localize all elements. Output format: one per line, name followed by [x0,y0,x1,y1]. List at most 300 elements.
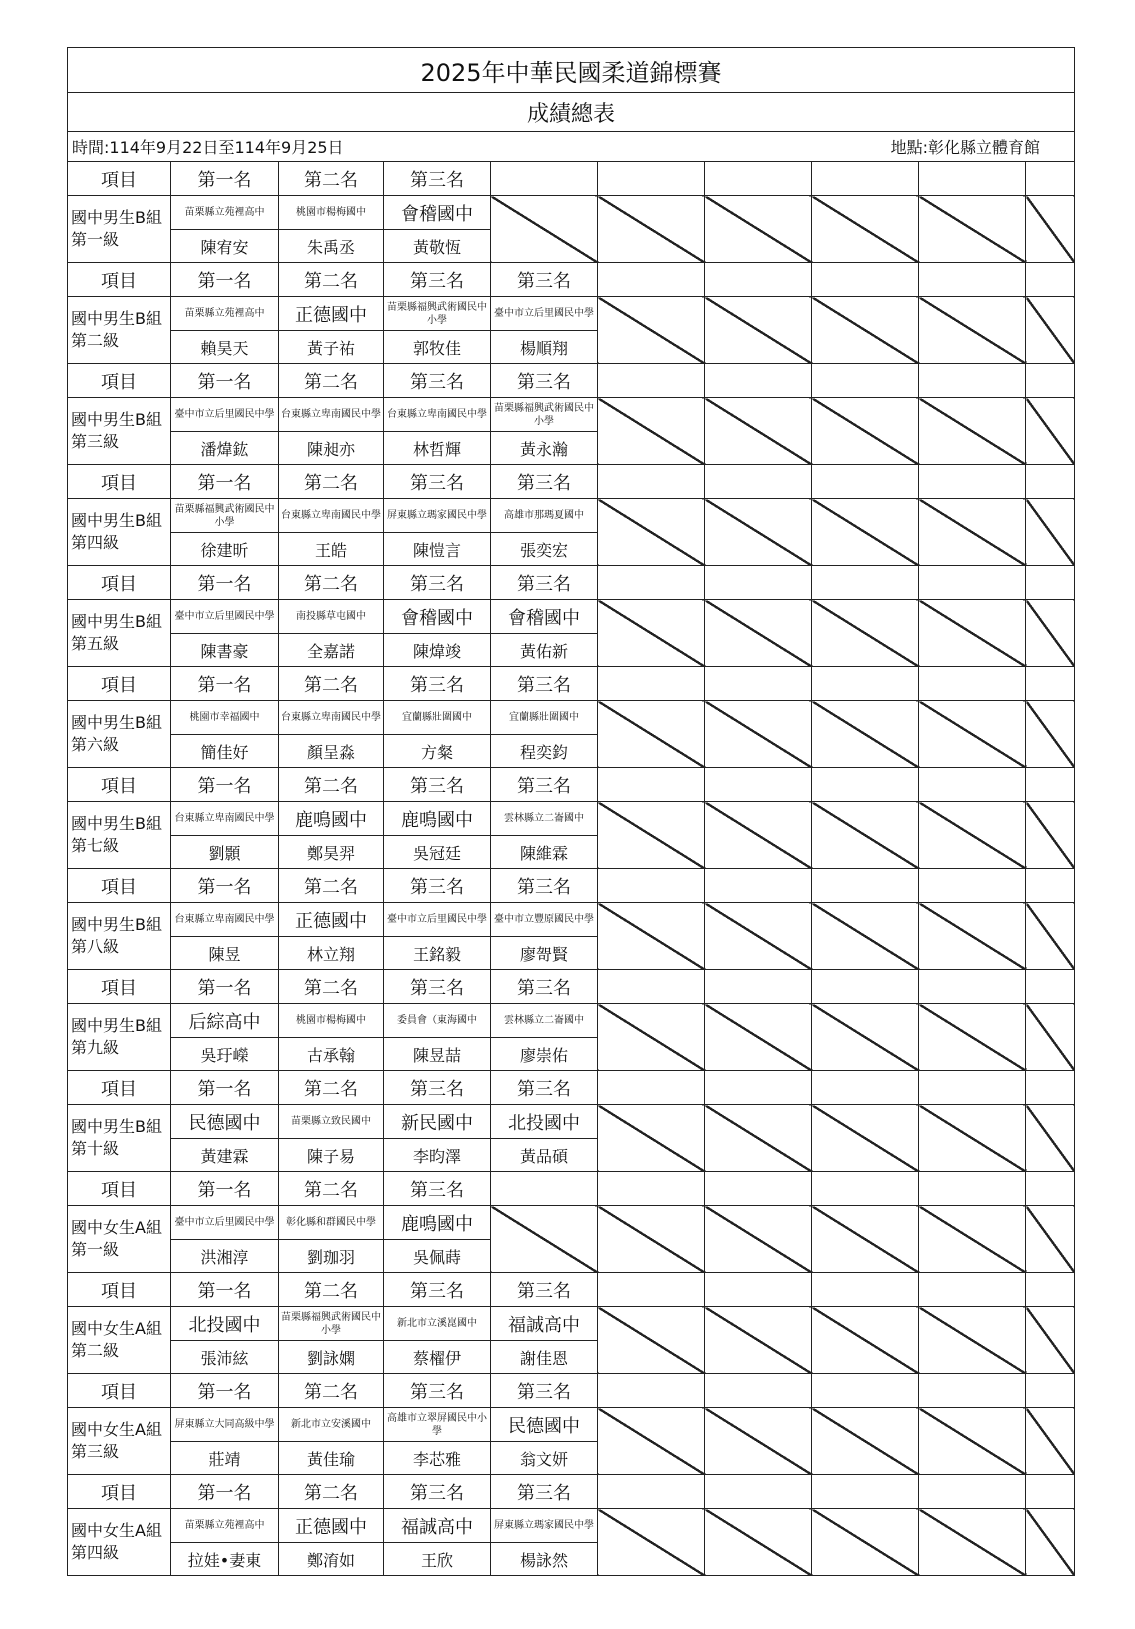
header-empty-cell [705,566,812,600]
header-empty-cell [919,364,1026,398]
school-cell: 臺中市立后里國民中學 [171,398,279,432]
diagonal-blank-cell [598,499,705,566]
diagonal-blank-cell [919,196,1026,263]
header-rank-label: 第二名 [279,1475,384,1509]
school-cell: 鹿鳴國中 [279,802,384,836]
header-rank-label: 第三名 [384,263,491,297]
header-empty-cell [919,667,1026,701]
header-empty-cell [919,1071,1026,1105]
school-cell: 屏東縣立大同高級中學 [171,1408,279,1442]
diagonal-blank-cell [598,600,705,667]
event-header-row [68,1273,1075,1307]
school-cell: 桃園市楊梅國中 [279,1004,384,1038]
diagonal-blank-cell [705,802,812,869]
header-rank-label: 第一名 [171,1374,279,1408]
athlete-name: 陳煒竣 [384,634,491,667]
header-empty-cell [919,869,1026,903]
header-item-label: 項目 [68,869,171,903]
school-row [68,802,1075,836]
diagonal-blank-cell [1026,196,1075,263]
school-cell: 高雄市那瑪夏國中 [491,499,598,533]
athlete-name: 陳書豪 [171,634,279,667]
event-category: 國中女生A組 第三級 [68,1408,171,1475]
diagonal-blank-cell [705,499,812,566]
header-rank-label: 第三名 [491,364,598,398]
school-cell: 民德國中 [491,1408,598,1442]
header-item-label: 項目 [68,970,171,1004]
diagonal-blank-cell [491,1206,598,1273]
school-row [68,1206,1075,1240]
athlete-name: 鄭淯如 [279,1543,384,1576]
school-cell: 宜蘭縣壯圍國中 [384,701,491,735]
event-header-row [68,768,1075,802]
header-empty-cell [705,1475,812,1509]
header-empty-cell [812,162,919,196]
header-empty-cell [598,1071,705,1105]
header-rank-label: 第一名 [171,364,279,398]
header-rank-label: 第一名 [171,263,279,297]
event-header-row [68,1374,1075,1408]
diagonal-blank-cell [812,1105,919,1172]
diagonal-blank-cell [598,1105,705,1172]
header-empty-cell [1026,1071,1075,1105]
event-category: 國中男生B組 第一級 [68,196,171,263]
athlete-name: 黃永瀚 [491,432,598,465]
header-empty-cell [812,1172,919,1206]
school-cell: 台東縣立卑南國民中學 [384,398,491,432]
header-rank-label: 第一名 [171,162,279,196]
diagonal-blank-cell [812,1408,919,1475]
header-item-label: 項目 [68,465,171,499]
athlete-name: 劉珈羽 [279,1240,384,1273]
header-rank-label: 第一名 [171,465,279,499]
header-rank-label: 第三名 [384,1172,491,1206]
athlete-name: 古承翰 [279,1038,384,1071]
header-item-label: 項目 [68,1475,171,1509]
school-cell: 臺中市立后里國民中學 [491,297,598,331]
header-rank-label: 第二名 [279,364,384,398]
header-empty-cell [812,465,919,499]
athlete-name: 王銘毅 [384,937,491,970]
event-header-row [68,1071,1075,1105]
athlete-name: 徐建昕 [171,533,279,566]
header-rank-label: 第三名 [491,1374,598,1408]
event-category: 國中男生B組 第六級 [68,701,171,768]
school-cell: 苗栗縣立苑裡高中 [171,1509,279,1543]
header-rank-label: 第三名 [384,768,491,802]
school-cell: 屏東縣立瑪家國民中學 [384,499,491,533]
school-cell: 苗栗縣立致民國中 [279,1105,384,1139]
event-category: 國中男生B組 第五級 [68,600,171,667]
diagonal-blank-cell [812,196,919,263]
school-cell: 台東縣立卑南國民中學 [279,499,384,533]
header-empty-cell [919,1374,1026,1408]
header-rank-label: 第三名 [491,465,598,499]
diagonal-blank-cell [812,1004,919,1071]
header-empty-cell [919,1172,1026,1206]
header-empty-cell [1026,1172,1075,1206]
athlete-name: 莊靖 [171,1442,279,1475]
athlete-name: 黃佳瑜 [279,1442,384,1475]
school-cell: 雲林縣立二崙國中 [491,802,598,836]
diagonal-blank-cell [812,1206,919,1273]
school-cell: 宜蘭縣壯圍國中 [491,701,598,735]
school-cell: 苗栗縣立苑裡高中 [171,196,279,230]
header-empty-cell [598,667,705,701]
header-empty-cell [812,970,919,1004]
header-rank-label: 第三名 [384,869,491,903]
athlete-name: 郭牧佳 [384,331,491,364]
header-rank-label: 第三名 [384,667,491,701]
athlete-name: 黃敬恆 [384,230,491,263]
header-item-label: 項目 [68,263,171,297]
header-rank-label: 第三名 [384,1071,491,1105]
athlete-name: 翁文妍 [491,1442,598,1475]
diagonal-blank-cell [919,903,1026,970]
header-empty-cell [705,1071,812,1105]
event-header-row [68,263,1075,297]
diagonal-blank-cell [705,1307,812,1374]
athlete-name: 蔡櫂伊 [384,1341,491,1374]
header-item-label: 項目 [68,162,171,196]
header-empty-cell [919,970,1026,1004]
athlete-name: 朱禹丞 [279,230,384,263]
school-cell: 雲林縣立二崙國中 [491,1004,598,1038]
venue: 地點:彰化縣立體育館 [890,138,1041,157]
school-cell: 桃園市楊梅國中 [279,196,384,230]
school-cell: 彰化縣和群國民中學 [279,1206,384,1240]
diagonal-blank-cell [705,903,812,970]
diagonal-blank-cell [705,1509,812,1576]
diagonal-blank-cell [1026,1105,1075,1172]
athlete-name: 黃建霖 [171,1139,279,1172]
header-empty-cell [705,465,812,499]
header-empty-cell [812,1071,919,1105]
school-cell: 台東縣立卑南國民中學 [279,398,384,432]
header-rank-label: 第二名 [279,566,384,600]
athlete-name: 洪湘淳 [171,1240,279,1273]
athlete-name: 顏呈淼 [279,735,384,768]
school-row [68,1105,1075,1139]
diagonal-blank-cell [919,1004,1026,1071]
diagonal-blank-cell [812,1509,919,1576]
header-empty-cell [598,162,705,196]
school-cell: 會稽國中 [491,600,598,634]
header-empty-cell [1026,667,1075,701]
diagonal-blank-cell [1026,1408,1075,1475]
athlete-name: 李昀澤 [384,1139,491,1172]
diagonal-blank-cell [919,297,1026,364]
header-rank-label: 第三名 [384,364,491,398]
event-header-row [68,1172,1075,1206]
header-empty-cell [1026,1475,1075,1509]
header-empty-cell [491,162,598,196]
header-empty-cell [491,1172,598,1206]
header-empty-cell [598,364,705,398]
header-empty-cell [705,364,812,398]
header-empty-cell [1026,364,1075,398]
event-category: 國中男生B組 第三級 [68,398,171,465]
diagonal-blank-cell [812,701,919,768]
school-cell: 后綜高中 [171,1004,279,1038]
school-cell: 臺中市立后里國民中學 [171,600,279,634]
header-empty-cell [598,970,705,1004]
header-rank-label: 第一名 [171,1071,279,1105]
diagonal-blank-cell [919,1509,1026,1576]
header-rank-label: 第二名 [279,970,384,1004]
diagonal-blank-cell [1026,1307,1075,1374]
header-empty-cell [919,1273,1026,1307]
athlete-name: 張沛絃 [171,1341,279,1374]
event-category: 國中女生A組 第四級 [68,1509,171,1576]
diagonal-blank-cell [598,398,705,465]
event-header-row [68,1475,1075,1509]
diagonal-blank-cell [919,1105,1026,1172]
athlete-name: 全嘉諾 [279,634,384,667]
diagonal-blank-cell [705,398,812,465]
diagonal-blank-cell [812,297,919,364]
school-cell: 會稽國中 [384,600,491,634]
header-rank-label: 第一名 [171,667,279,701]
header-rank-label: 第一名 [171,869,279,903]
diagonal-blank-cell [705,297,812,364]
header-item-label: 項目 [68,667,171,701]
diagonal-blank-cell [919,1307,1026,1374]
header-empty-cell [1026,1374,1075,1408]
athlete-name: 廖哿賢 [491,937,598,970]
event-header-row [68,465,1075,499]
athlete-name: 吳玗嶸 [171,1038,279,1071]
diagonal-blank-cell [1026,1004,1075,1071]
athlete-name: 劉顥 [171,836,279,869]
event-category: 國中女生A組 第二級 [68,1307,171,1374]
header-empty-cell [919,465,1026,499]
athlete-name: 劉詠嫻 [279,1341,384,1374]
athlete-name: 李芯雅 [384,1442,491,1475]
school-row [68,1307,1075,1341]
header-empty-cell [812,1475,919,1509]
header-empty-cell [919,263,1026,297]
event-header-row [68,869,1075,903]
results-table [67,47,1075,1576]
event-header-row [68,364,1075,398]
diagonal-blank-cell [598,1408,705,1475]
school-row [68,701,1075,735]
school-cell: 北投國中 [491,1105,598,1139]
header-empty-cell [919,162,1026,196]
event-category: 國中男生B組 第八級 [68,903,171,970]
diagonal-blank-cell [598,1206,705,1273]
header-empty-cell [1026,566,1075,600]
event-category: 國中男生B組 第二級 [68,297,171,364]
diagonal-blank-cell [1026,600,1075,667]
header-empty-cell [812,263,919,297]
header-empty-cell [705,1172,812,1206]
school-cell: 台東縣立卑南國民中學 [279,701,384,735]
header-empty-cell [705,768,812,802]
athlete-name: 楊順翔 [491,331,598,364]
header-rank-label: 第三名 [491,566,598,600]
diagonal-blank-cell [705,1105,812,1172]
athlete-name: 潘煒鈜 [171,432,279,465]
header-empty-cell [1026,1273,1075,1307]
header-rank-label: 第三名 [491,1273,598,1307]
athlete-name: 楊詠然 [491,1543,598,1576]
school-cell: 南投縣草屯國中 [279,600,384,634]
diagonal-blank-cell [1026,1206,1075,1273]
header-empty-cell [598,1374,705,1408]
school-cell: 屏東縣立瑪家國民中學 [491,1509,598,1543]
header-rank-label: 第三名 [384,1475,491,1509]
header-empty-cell [598,1172,705,1206]
document-title: 2025年中華民國柔道錦標賽 [68,48,1075,93]
header-empty-cell [705,667,812,701]
school-cell: 台東縣立卑南國民中學 [171,903,279,937]
header-rank-label: 第三名 [384,970,491,1004]
diagonal-blank-cell [919,1408,1026,1475]
diagonal-blank-cell [598,903,705,970]
header-rank-label: 第三名 [384,1273,491,1307]
school-cell: 高雄市立翠屏國民中小學 [384,1408,491,1442]
school-cell: 民德國中 [171,1105,279,1139]
document-subtitle: 成績總表 [68,93,1075,132]
info-bar [68,132,1075,162]
diagonal-blank-cell [598,1509,705,1576]
header-rank-label: 第一名 [171,970,279,1004]
header-rank-label: 第一名 [171,768,279,802]
header-item-label: 項目 [68,1071,171,1105]
diagonal-blank-cell [598,1307,705,1374]
diagonal-blank-cell [919,398,1026,465]
header-empty-cell [1026,465,1075,499]
header-empty-cell [705,1374,812,1408]
event-header-row [68,970,1075,1004]
diagonal-blank-cell [812,398,919,465]
school-cell: 福誠高中 [491,1307,598,1341]
header-empty-cell [1026,263,1075,297]
school-cell: 鹿鳴國中 [384,1206,491,1240]
header-empty-cell [705,162,812,196]
event-header-row [68,162,1075,196]
header-empty-cell [812,1374,919,1408]
header-empty-cell [1026,970,1075,1004]
athlete-name: 黃子祐 [279,331,384,364]
header-rank-label: 第二名 [279,1374,384,1408]
athlete-name: 程奕鈞 [491,735,598,768]
header-rank-label: 第三名 [491,768,598,802]
header-empty-cell [705,1273,812,1307]
diagonal-blank-cell [705,701,812,768]
header-rank-label: 第一名 [171,1475,279,1509]
event-category: 國中男生B組 第四級 [68,499,171,566]
school-cell: 委員會（東海國中 [384,1004,491,1038]
athlete-name: 賴昊天 [171,331,279,364]
header-item-label: 項目 [68,566,171,600]
header-rank-label: 第一名 [171,1172,279,1206]
event-category: 國中女生A組 第一級 [68,1206,171,1273]
header-item-label: 項目 [68,768,171,802]
diagonal-blank-cell [1026,398,1075,465]
event-header-row [68,566,1075,600]
header-empty-cell [598,869,705,903]
header-rank-label: 第一名 [171,566,279,600]
athlete-name: 林哲輝 [384,432,491,465]
diagonal-blank-cell [812,600,919,667]
diagonal-blank-cell [705,1408,812,1475]
header-rank-label: 第一名 [171,1273,279,1307]
athlete-name: 陳宥安 [171,230,279,263]
event-category: 國中男生B組 第七級 [68,802,171,869]
header-rank-label: 第二名 [279,162,384,196]
header-empty-cell [919,566,1026,600]
header-item-label: 項目 [68,364,171,398]
diagonal-blank-cell [705,1004,812,1071]
header-rank-label: 第二名 [279,667,384,701]
school-cell: 苗栗縣福興武術國民中小學 [171,499,279,533]
header-rank-label: 第三名 [491,263,598,297]
school-cell: 正德國中 [279,903,384,937]
athlete-name: 王欣 [384,1543,491,1576]
header-empty-cell [919,1475,1026,1509]
header-empty-cell [1026,162,1075,196]
header-rank-label: 第三名 [384,465,491,499]
header-rank-label: 第三名 [384,1374,491,1408]
school-cell: 正德國中 [279,1509,384,1543]
athlete-name: 王皓 [279,533,384,566]
school-cell: 福誠高中 [384,1509,491,1543]
header-rank-label: 第二名 [279,465,384,499]
diagonal-blank-cell [919,1206,1026,1273]
school-row [68,1004,1075,1038]
school-row [68,1509,1075,1543]
header-rank-label: 第二名 [279,1273,384,1307]
header-item-label: 項目 [68,1273,171,1307]
school-row [68,499,1075,533]
athlete-name: 謝佳恩 [491,1341,598,1374]
diagonal-blank-cell [598,802,705,869]
diagonal-blank-cell [598,701,705,768]
school-cell: 新北市立安溪國中 [279,1408,384,1442]
school-row [68,1408,1075,1442]
athlete-name: 陳愷言 [384,533,491,566]
header-rank-label: 第三名 [384,566,491,600]
school-cell: 鹿鳴國中 [384,802,491,836]
header-rank-label: 第三名 [491,1071,598,1105]
diagonal-blank-cell [1026,297,1075,364]
diagonal-blank-cell [812,499,919,566]
header-empty-cell [705,970,812,1004]
athlete-name: 黃品碩 [491,1139,598,1172]
athlete-name: 林立翔 [279,937,384,970]
diagonal-blank-cell [1026,1509,1075,1576]
diagonal-blank-cell [705,600,812,667]
header-empty-cell [1026,768,1075,802]
diagonal-blank-cell [705,1206,812,1273]
school-cell: 苗栗縣福興武術國民中小學 [384,297,491,331]
school-cell: 桃園市幸福國中 [171,701,279,735]
athlete-name: 廖崇佑 [491,1038,598,1071]
diagonal-blank-cell [919,600,1026,667]
header-rank-label: 第二名 [279,263,384,297]
event-category: 國中男生B組 第十級 [68,1105,171,1172]
header-empty-cell [812,1273,919,1307]
diagonal-blank-cell [812,903,919,970]
athlete-name: 陳昶亦 [279,432,384,465]
event-category: 國中男生B組 第九級 [68,1004,171,1071]
diagonal-blank-cell [1026,701,1075,768]
school-cell: 苗栗縣福興武術國民中小學 [491,398,598,432]
school-cell: 新北市立溪崑國中 [384,1307,491,1341]
